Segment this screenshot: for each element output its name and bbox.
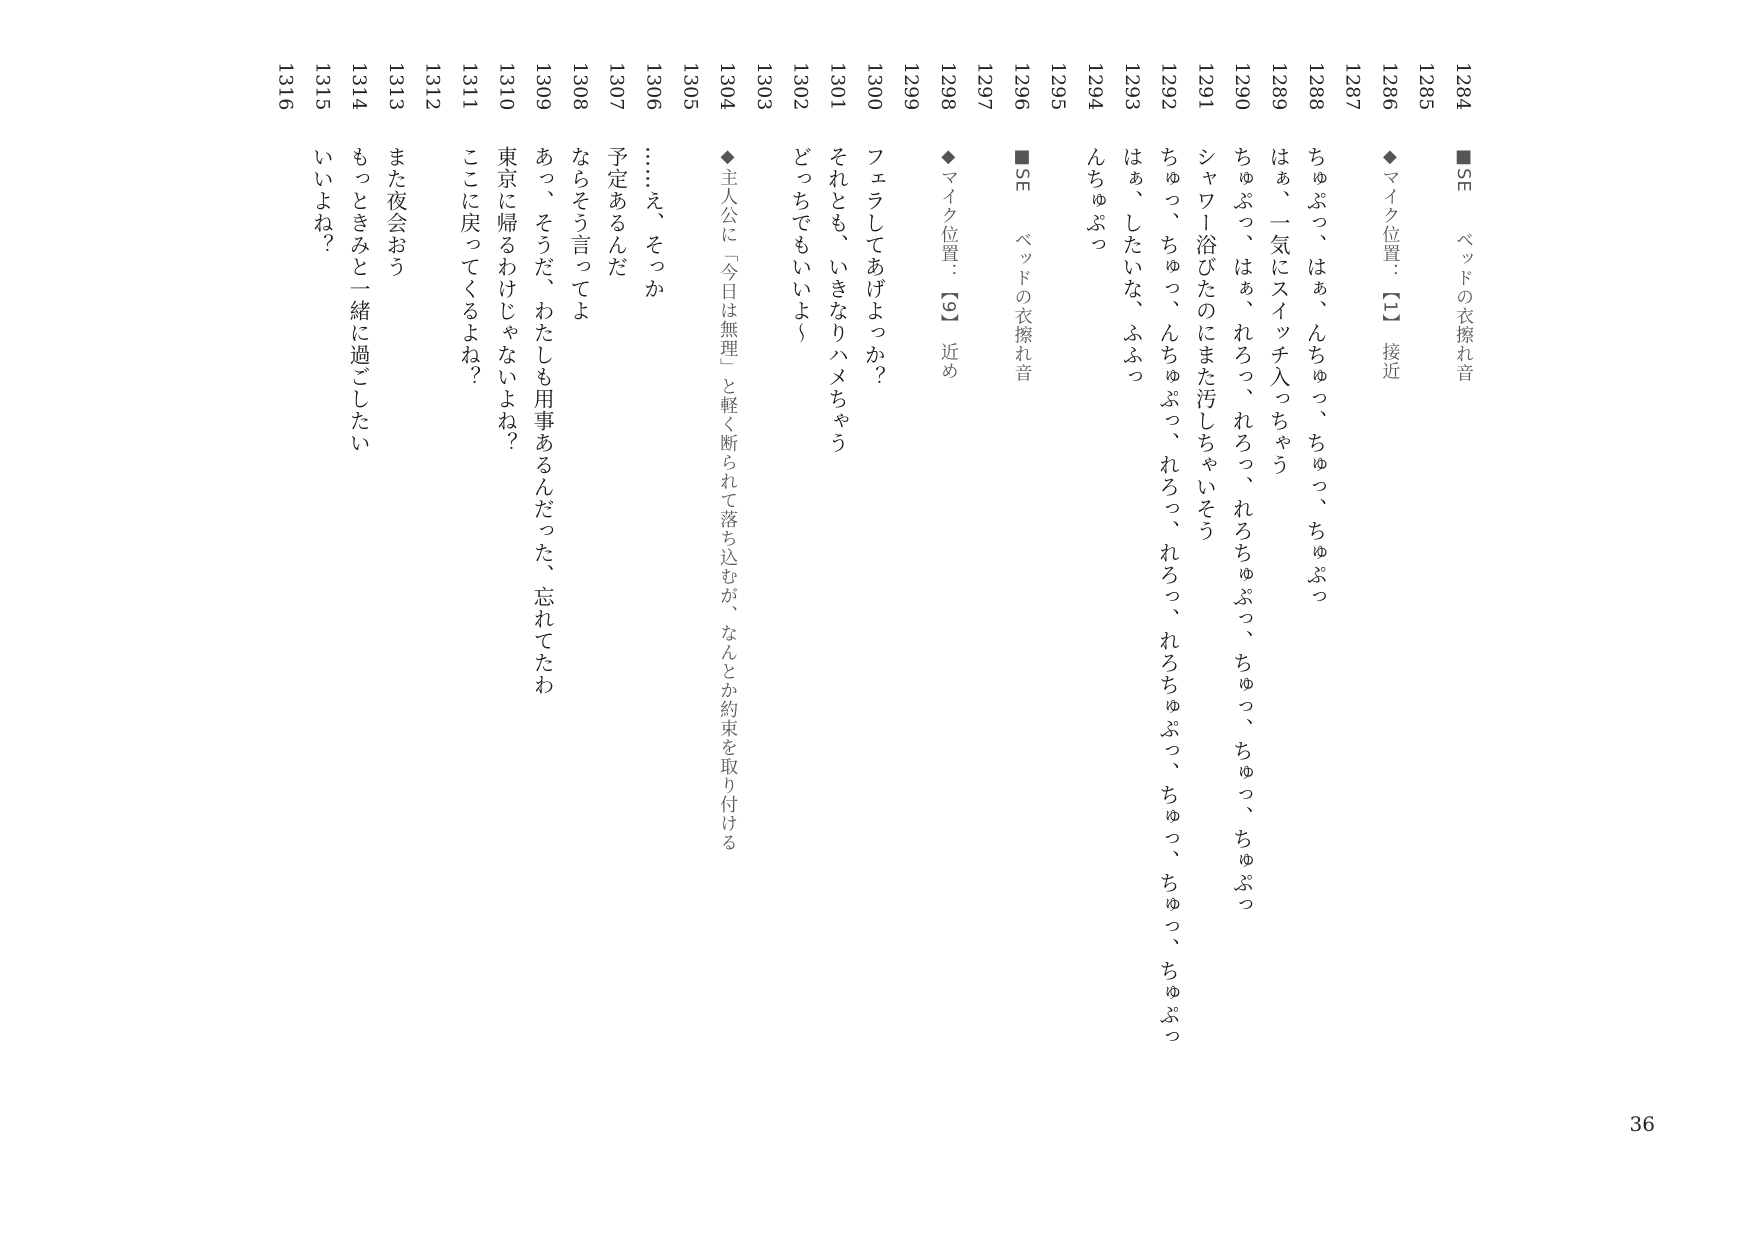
script-line — [708, 62, 745, 1142]
script-line — [1187, 62, 1224, 1142]
script-line — [966, 62, 1003, 1142]
script-line — [671, 62, 708, 1142]
line-number: 1311 — [458, 62, 481, 111]
line-number: 1293 — [1120, 62, 1143, 111]
script-line — [635, 62, 672, 1142]
dialogue-line: ちゅぷっ、はぁ、れろっ、れろっ、れろちゅぷっ、ちゅっ、ちゅっ、ちゅぷっ — [1230, 146, 1255, 916]
line-number: 1304 — [716, 62, 739, 111]
script-line — [782, 62, 819, 1142]
line-number: 1301 — [826, 62, 849, 111]
dialogue-line: はぁ、一気にスイッチ入っちゃう — [1267, 146, 1292, 476]
line-number: 1288 — [1304, 62, 1327, 111]
script-lines — [267, 62, 1481, 1142]
line-number: 1284 — [1452, 62, 1474, 111]
script-line — [377, 62, 414, 1142]
line-number: 1289 — [1268, 62, 1291, 111]
dialogue-line: あっ、そうだ、わたしも用事あるんだった、忘れてたわ — [531, 146, 556, 696]
dialogue-line: ちゅっ、ちゅっ、んちゅぷっ、れろっ、れろっ、れろちゅぷっ、ちゅっ、ちゅっ、ちゅぷっ — [1156, 146, 1181, 1048]
dialogue-line: シャワー浴びたのにまた汚しちゃいそう — [1193, 146, 1218, 542]
script-line — [1076, 62, 1113, 1142]
stage-direction: ◆マイク位置：【1】 接近 — [1379, 146, 1401, 381]
dialogue-line: んちゅぷっ — [1083, 146, 1108, 256]
line-number: 1316 — [274, 62, 297, 111]
line-number: 1307 — [605, 62, 628, 111]
line-number: 1287 — [1341, 62, 1364, 111]
script-line — [819, 62, 856, 1142]
line-number: 1285 — [1415, 62, 1438, 111]
line-number: 1313 — [384, 62, 407, 111]
line-number: 1298 — [936, 62, 959, 111]
line-number: 1312 — [421, 62, 444, 111]
dialogue-line: また夜会おう — [383, 146, 408, 278]
script-line — [745, 62, 782, 1142]
stage-direction: ■SE ベッドの衣擦れ音 — [1453, 146, 1474, 383]
line-number: 1295 — [1047, 62, 1070, 111]
line-number: 1308 — [568, 62, 591, 111]
script-line — [340, 62, 377, 1142]
dialogue-line: もっときみと一緒に過ごしたい — [347, 146, 372, 454]
line-number: 1315 — [311, 62, 334, 111]
script-line — [1150, 62, 1187, 1142]
dialogue-line: ここに戻ってくるよね？ — [457, 146, 482, 388]
stage-direction: ◆主人公に「今日は無理」と軽く断られて落ち込むが、なんとか約束を取り付ける — [717, 146, 739, 852]
script-line — [1003, 62, 1040, 1142]
line-number: 1290 — [1231, 62, 1254, 111]
script-line — [1334, 62, 1371, 1142]
line-number: 1309 — [532, 62, 555, 111]
script-line — [855, 62, 892, 1142]
line-number: 1294 — [1084, 62, 1107, 111]
script-line — [1371, 62, 1408, 1142]
stage-direction: ■SE ベッドの衣擦れ音 — [1011, 146, 1033, 383]
dialogue-line: フェラしてあげよっか？ — [862, 146, 887, 388]
script-line — [892, 62, 929, 1142]
script-line — [929, 62, 966, 1142]
dialogue-line: それとも、いきなりハメちゃう — [825, 146, 850, 454]
line-number: 1300 — [863, 62, 886, 111]
script-line — [561, 62, 598, 1142]
script-line — [451, 62, 488, 1142]
script-line — [1407, 62, 1444, 1142]
script-line — [1260, 62, 1297, 1142]
line-number: 1286 — [1378, 62, 1401, 111]
script-line — [524, 62, 561, 1142]
dialogue-line: 東京に帰るわけじゃないよね？ — [494, 146, 519, 454]
dialogue-line: どっちでもいいよ～ — [788, 146, 813, 344]
page-number: 36 — [1629, 1112, 1655, 1136]
script-line — [1223, 62, 1260, 1142]
script-line — [1039, 62, 1076, 1142]
line-number: 1302 — [789, 62, 812, 111]
line-number: 1310 — [495, 62, 518, 111]
dialogue-line: いいよね？ — [310, 146, 335, 256]
script-line — [1113, 62, 1150, 1142]
line-number: 1303 — [752, 62, 775, 111]
line-number: 1306 — [642, 62, 665, 111]
dialogue-line: ならそう言ってよ — [567, 146, 592, 322]
script-line — [414, 62, 451, 1142]
script-line — [1297, 62, 1334, 1142]
dialogue-line: 予定あるんだ — [604, 146, 629, 278]
line-number: 1299 — [900, 62, 923, 111]
dialogue-line: はぁ、したいな、ふふっ — [1119, 146, 1144, 388]
line-number: 1292 — [1157, 62, 1180, 111]
line-number: 1291 — [1194, 62, 1217, 111]
line-number: 1297 — [973, 62, 996, 111]
stage-direction: ◆マイク位置：【9】 近め — [937, 146, 959, 381]
dialogue-line: ちゅぷっ、はぁ、んちゅっ、ちゅっ、ちゅぷっ — [1303, 146, 1328, 608]
line-number: 1296 — [1010, 62, 1033, 111]
script-line — [267, 62, 304, 1142]
line-number: 1305 — [679, 62, 702, 111]
script-line — [487, 62, 524, 1142]
script-line — [598, 62, 635, 1142]
script-line — [304, 62, 341, 1142]
line-number: 1314 — [348, 62, 371, 111]
script-line — [1444, 62, 1481, 1142]
dialogue-line: ……え、そっか — [641, 146, 666, 300]
